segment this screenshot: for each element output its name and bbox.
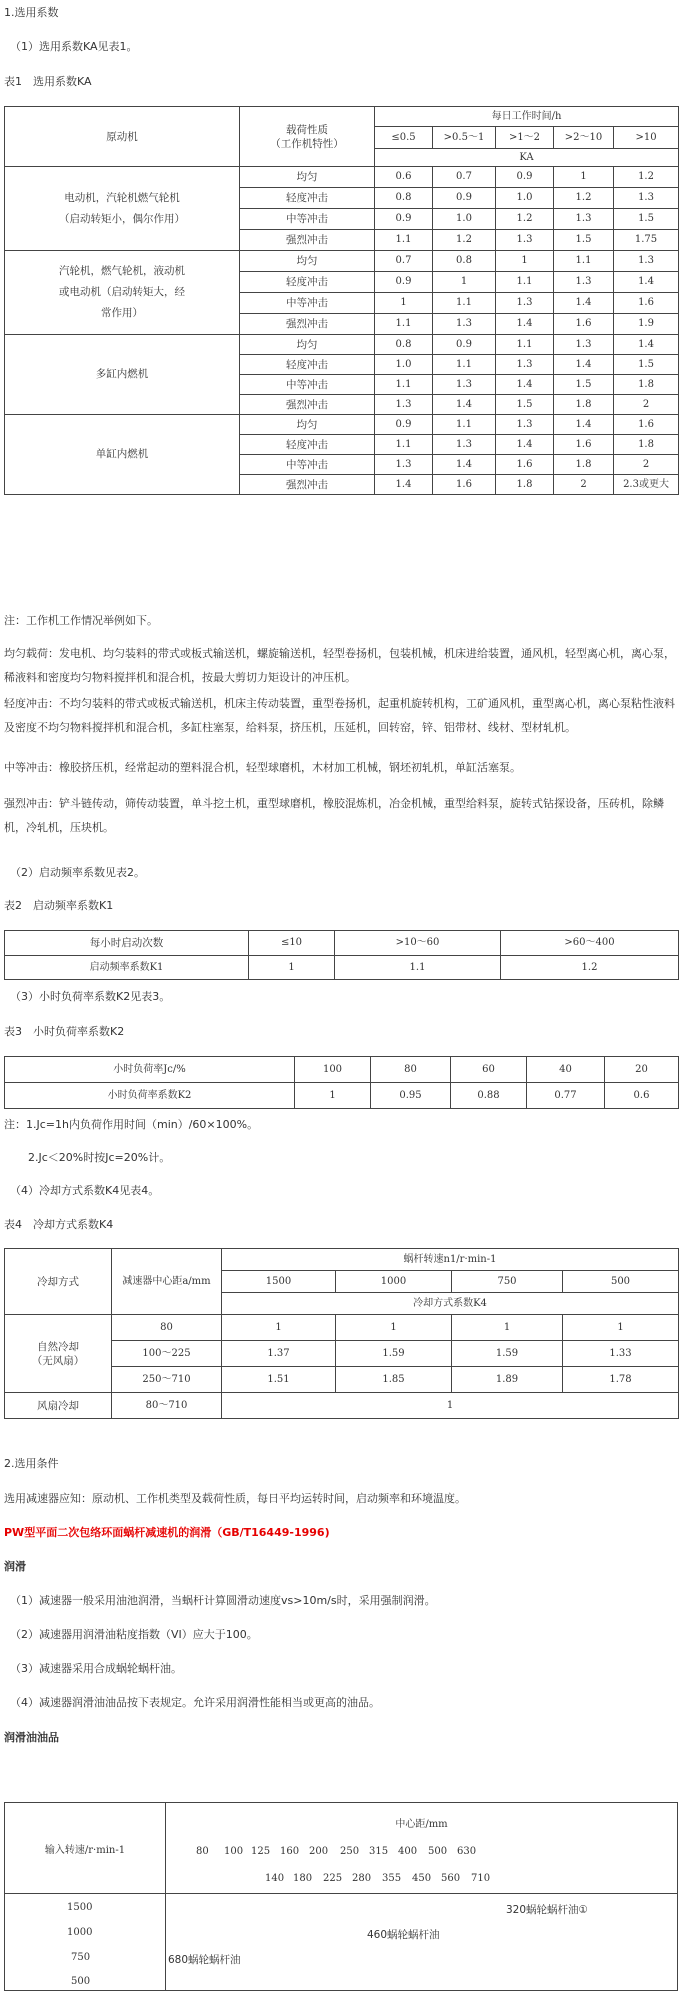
t1-ka-cell: 1.1 (496, 272, 554, 293)
t1-prime-mover: 电动机，汽轮机燃气轮机 （启动转矩小，偶尔作用） (5, 167, 240, 251)
t3-cell: 0.88 (451, 1083, 527, 1109)
t1-ka-cell: 1.4 (614, 335, 679, 355)
t4-cell: 1 (563, 1315, 679, 1341)
t1-hour-col: >1～2 (496, 127, 554, 149)
t1-ka-cell: 1.8 (496, 475, 554, 495)
t1-header-ka: KA (375, 149, 679, 167)
t5-center-b: 180 (293, 1873, 313, 1884)
t1-prime-mover: 汽轮机，燃气轮机，液动机 或电动机（启动转矩大，经 常作用） (5, 251, 240, 335)
t5-center-b: 710 (471, 1873, 491, 1884)
t1-load-type: 强烈冲击 (240, 395, 375, 415)
t4-fan: 风扇冷却 (5, 1393, 112, 1419)
t1-ka-cell: 1.2 (614, 167, 679, 188)
t1-ka-cell: 1.6 (554, 435, 614, 455)
t1-ka-cell: 1.5 (554, 230, 614, 251)
lube-item4: （4）减速器润滑油油品按下表规定。允许采用润滑性能相当或更高的油品。 (10, 1696, 380, 1709)
t1-ka-cell: 1.1 (433, 415, 496, 435)
t1-ka-cell: 1.3 (614, 188, 679, 209)
t1-ka-cell: 2 (614, 395, 679, 415)
t1-ka-cell: 1.3 (375, 455, 433, 475)
lube-title: 润滑 (4, 1560, 26, 1573)
t1-ka-cell: 1.1 (375, 230, 433, 251)
t5-center-a: 125 (251, 1846, 271, 1857)
t1-ka-cell: 1.5 (496, 395, 554, 415)
t1-load-type: 均匀 (240, 415, 375, 435)
t3-cell: 0.6 (605, 1083, 679, 1109)
t1-ka-cell: 1.1 (375, 435, 433, 455)
t1-hour-col: >2～10 (554, 127, 614, 149)
t1-load-type: 轻度冲击 (240, 435, 375, 455)
t1-ka-cell: 1.3 (433, 375, 496, 395)
t1-load-type: 强烈冲击 (240, 314, 375, 335)
t1-ka-cell: 1.4 (496, 314, 554, 335)
t4-dist: 250～710 (112, 1367, 222, 1393)
t1-ka-cell: 1.8 (614, 435, 679, 455)
t1-ka-cell: 1.1 (375, 375, 433, 395)
t1-ka-cell: 1.2 (496, 209, 554, 230)
t1-ka-cell: 1.3 (433, 435, 496, 455)
t1-ka-cell: 1.4 (554, 415, 614, 435)
t4-speed: 500 (563, 1271, 679, 1293)
t4-cell: 1 (222, 1315, 336, 1341)
t1-load-type: 强烈冲击 (240, 230, 375, 251)
t2-col: ≤10 (249, 931, 335, 956)
light-impact-text: 轻度冲击：不均匀装料的带式或板式输送机，机床主传动装置，重型卷扬机，起重机旋转机构，工矿通风机，重型离心机，离心泵粘性液料及密度不均匀物料搅拌机和混合机，多缸柱塞泵，给料泵，挤压机，压延机，回转窑，锌、铝带材、线材、型材轧机。 (4, 697, 675, 734)
t4-header-speed: 蜗杆转速n1/r·min-1 (222, 1249, 679, 1271)
t5-center-a: 160 (280, 1846, 300, 1857)
t1-ka-cell: 0.9 (375, 272, 433, 293)
t3-row-label: 小时负荷率系数K2 (5, 1083, 295, 1109)
t2-col: >10～60 (335, 931, 501, 956)
t3-col: 100 (295, 1057, 371, 1083)
t1-load-type: 均匀 (240, 167, 375, 188)
t5-oil-460: 460蜗轮蜗杆油 (367, 1929, 440, 1941)
t5-header-speed: 输入转速/r·min-1 (5, 1803, 166, 1894)
t1-ka-cell: 1.1 (554, 251, 614, 272)
t3-cell: 0.95 (371, 1083, 451, 1109)
t1-ka-cell: 1.6 (614, 293, 679, 314)
t3-header: 小时负荷率Jc/% (5, 1057, 295, 1083)
t5-oil-680: 680蜗轮蜗杆油 (168, 1954, 241, 1966)
t1-ka-cell: 1.2 (433, 230, 496, 251)
t1-ka-cell: 1.6 (496, 455, 554, 475)
t1-ka-cell: 1.3 (496, 355, 554, 375)
t2-cell: 1.1 (335, 956, 501, 980)
t5-center-b: 355 (382, 1873, 402, 1884)
t1-load-type: 强烈冲击 (240, 475, 375, 495)
t1-ka-cell: 1.8 (554, 395, 614, 415)
t1-ka-cell: 0.8 (433, 251, 496, 272)
t5-speed: 750 (71, 1952, 91, 1963)
t1-header-prime: 原动机 (5, 107, 240, 167)
t1-ka-cell: 0.9 (375, 209, 433, 230)
t1-ka-cell: 1.1 (496, 335, 554, 355)
t1-ka-cell: 0.9 (375, 415, 433, 435)
t1-ka-cell: 1.8 (554, 455, 614, 475)
lube-item2: （2）减速器用润滑油粘度指数（VI）应大于100。 (10, 1628, 258, 1641)
t1-header-load: 载荷性质 （工作机特性） (240, 107, 375, 167)
note3a: 注：1.Jc=1h内负荷作用时间（min）/60×100%。 (4, 1118, 259, 1131)
table4-k4 (4, 1248, 679, 1419)
t1-ka-cell: 1.3 (496, 415, 554, 435)
t1-ka-cell: 0.9 (496, 167, 554, 188)
table4-caption: 表4 冷却方式系数K4 (4, 1218, 114, 1231)
t4-fan-dist: 80～710 (112, 1393, 222, 1419)
t2-header: 每小时启动次数 (5, 931, 249, 956)
t5-header-center: 中心距/mm (395, 1819, 448, 1830)
t1-ka-cell: 0.6 (375, 167, 433, 188)
t2-row-label: 启动频率系数K1 (5, 956, 249, 980)
t1-ka-cell: 1.4 (554, 293, 614, 314)
section2-text: 选用减速器应知：原动机、工作机类型及载荷性质，每日平均运转时间，启动频率和环境温度。 (4, 1492, 466, 1505)
t5-row-b (166, 1873, 677, 1887)
t1-ka-cell: 1.6 (614, 415, 679, 435)
t5-speed: 1500 (67, 1902, 93, 1913)
t4-fan-val: 1 (222, 1393, 679, 1419)
t1-ka-cell: 0.8 (375, 188, 433, 209)
lubrication-heading: PW型平面二次包络环面蜗杆减速机的润滑（GB/T16449-1996) (4, 1526, 330, 1539)
t5-center-a: 100 (224, 1846, 244, 1857)
t1-ka-cell: 1.8 (614, 375, 679, 395)
t4-dist: 100～225 (112, 1341, 222, 1367)
t5-center-b: 450 (412, 1873, 432, 1884)
t3-col: 60 (451, 1057, 527, 1083)
t1-ka-cell: 1.0 (496, 188, 554, 209)
t1-ka-cell: 0.8 (375, 335, 433, 355)
t1-load-type: 中等冲击 (240, 209, 375, 230)
t1-ka-cell: 1.5 (614, 355, 679, 375)
t5-center-b: 560 (441, 1873, 461, 1884)
t5-center-a: 200 (309, 1846, 329, 1857)
t1-ka-cell: 1.0 (433, 209, 496, 230)
t3-cell: 1 (295, 1083, 371, 1109)
medium-impact-text: 中等冲击：橡胶挤压机，经常起动的塑料混合机，轻型球磨机，木材加工机械，钢坯初轧机，单缸活塞泵。 (4, 761, 521, 774)
t3-col: 80 (371, 1057, 451, 1083)
t1-ka-cell: 2 (614, 455, 679, 475)
t1-ka-cell: 1.4 (433, 455, 496, 475)
t1-ka-cell: 1.3 (375, 395, 433, 415)
t1-load-type: 中等冲击 (240, 375, 375, 395)
t3-col: 40 (527, 1057, 605, 1083)
t1-load-type: 均匀 (240, 251, 375, 272)
t1-ka-cell: 1 (375, 293, 433, 314)
table5-oil (4, 1802, 678, 1991)
t1-ka-cell: 1.1 (433, 293, 496, 314)
t1-ka-cell: 1.4 (496, 435, 554, 455)
t1-load-type: 轻度冲击 (240, 188, 375, 209)
t1-load-type: 中等冲击 (240, 455, 375, 475)
t5-center-a: 80 (196, 1846, 209, 1857)
t5-center-a: 400 (398, 1846, 418, 1857)
t5-center-a: 315 (369, 1846, 389, 1857)
t5-center-b: 225 (323, 1873, 343, 1884)
t1-prime-mover: 单缸内燃机 (5, 415, 240, 495)
oil-title: 润滑油油品 (4, 1731, 59, 1744)
table1-caption: 表1 选用系数KA (4, 75, 92, 88)
t1-ka-cell: 0.7 (375, 251, 433, 272)
t1-load-type: 轻度冲击 (240, 272, 375, 293)
t4-cell: 1.89 (452, 1367, 563, 1393)
t1-ka-cell: 0.9 (433, 335, 496, 355)
t1-ka-cell: 1.4 (554, 355, 614, 375)
section2-title: 2.选用条件 (4, 1457, 59, 1470)
t1-hour-col: >10 (614, 127, 679, 149)
t5-oil-320: 320蜗轮蜗杆油① (506, 1904, 588, 1916)
t4-header-dist: 减速器中心距a/mm (112, 1249, 222, 1315)
t4-speed: 1500 (222, 1271, 336, 1293)
t1-ka-cell: 1.6 (554, 314, 614, 335)
t4-header-k4: 冷却方式系数K4 (222, 1293, 679, 1315)
strong-impact-text: 强烈冲击：铲斗链传动，筛传动装置，单斗挖土机，重型球磨机，橡胶混炼机，冶金机械，重型给料泵，旋转式钻探设备，压砖机，除鳞机，冷轧机，压块机。 (4, 797, 664, 834)
t1-ka-cell: 1.3 (496, 293, 554, 314)
t4-cell: 1.59 (336, 1341, 452, 1367)
t4-cell: 1.33 (563, 1341, 679, 1367)
item3: （3）小时负荷率系数K2见表3。 (10, 990, 171, 1003)
t5-center-b: 280 (352, 1873, 372, 1884)
t1-ka-cell: 1 (554, 167, 614, 188)
note3b: 2.Jc＜20%时按Jc=20%计。 (28, 1151, 171, 1164)
t1-load-type: 中等冲击 (240, 293, 375, 314)
t1-load-type: 轻度冲击 (240, 355, 375, 375)
t5-speed-col (5, 1894, 166, 1990)
t4-dist: 80 (112, 1315, 222, 1341)
t1-prime-mover: 多缸内燃机 (5, 335, 240, 415)
t1-ka-cell: 1.3 (554, 209, 614, 230)
t1-ka-cell: 1.1 (433, 355, 496, 375)
t1-ka-cell: 1.3 (433, 314, 496, 335)
t5-header-center-block (166, 1803, 677, 1894)
t4-natural: 自然冷却 （无风扇） (5, 1315, 112, 1393)
t1-hour-col: ≤0.5 (375, 127, 433, 149)
t4-header-cool: 冷却方式 (5, 1249, 112, 1315)
section1-title: 1.选用系数 (4, 6, 59, 19)
t1-ka-cell: 1.3 (554, 272, 614, 293)
t1-hour-col: >0.5～1 (433, 127, 496, 149)
note1: 注：工作机工作情况举例如下。 (4, 614, 158, 627)
item4: （4）冷却方式系数K4见表4。 (10, 1184, 160, 1197)
t1-ka-cell: 1.6 (433, 475, 496, 495)
table2-k1 (4, 930, 679, 980)
table3-caption: 表3 小时负荷率系数K2 (4, 1025, 125, 1038)
t5-speed: 1000 (67, 1927, 93, 1938)
t3-cell: 0.77 (527, 1083, 605, 1109)
t4-cell: 1 (452, 1315, 563, 1341)
t1-ka-cell: 1.4 (496, 375, 554, 395)
t4-cell: 1.37 (222, 1341, 336, 1367)
t4-cell: 1.85 (336, 1367, 452, 1393)
t1-ka-cell: 0.7 (433, 167, 496, 188)
t1-ka-cell: 1.4 (433, 395, 496, 415)
t4-cell: 1.59 (452, 1341, 563, 1367)
t1-ka-cell: 1.4 (375, 475, 433, 495)
t5-center-a: 630 (457, 1846, 477, 1857)
t2-cell: 1 (249, 956, 335, 980)
table1-ka (4, 106, 679, 495)
t1-load-type: 均匀 (240, 335, 375, 355)
t1-ka-cell: 1.75 (614, 230, 679, 251)
t5-center-b: 140 (265, 1873, 285, 1884)
t1-header-hours: 每日工作时间/h (375, 107, 679, 127)
t4-cell: 1.51 (222, 1367, 336, 1393)
t4-cell: 1 (336, 1315, 452, 1341)
even-load-text: 均匀载荷：发电机、均匀装料的带式或板式输送机，螺旋输送机，轻型卷扬机，包装机械，机床进给装置，通风机，轻型离心机，离心泵，稀液料和密度均匀物料搅拌机和混合机，按最大剪切力矩设计的冲压机。 (4, 647, 675, 684)
t1-ka-cell: 1 (433, 272, 496, 293)
t1-ka-cell: 1.3 (614, 251, 679, 272)
item2: （2）启动频率系数见表2。 (10, 866, 145, 879)
t1-ka-cell: 1.3 (554, 335, 614, 355)
t5-row-a (166, 1846, 677, 1860)
t1-ka-cell: 0.9 (433, 188, 496, 209)
section1-item1: （1）选用系数KA见表1。 (10, 40, 138, 53)
t4-speed: 750 (452, 1271, 563, 1293)
t5-center-a: 250 (340, 1846, 360, 1857)
t4-cell: 1.78 (563, 1367, 679, 1393)
lube-item1: （1）减速器一般采用油池润滑，当蜗杆计算圆滑动速度vs>10m/s时，采用强制润滑。 (10, 1594, 436, 1607)
t3-col: 20 (605, 1057, 679, 1083)
t1-ka-cell: 1.1 (375, 314, 433, 335)
t1-ka-cell: 1.2 (554, 188, 614, 209)
t1-ka-cell: 1 (496, 251, 554, 272)
t5-center-a: 500 (428, 1846, 448, 1857)
t1-ka-cell: 1.0 (375, 355, 433, 375)
t1-ka-cell: 1.5 (554, 375, 614, 395)
t2-col: >60～400 (501, 931, 679, 956)
t1-ka-cell: 2.3或更大 (614, 475, 679, 495)
lube-item3: （3）减速器采用合成蜗轮蜗杆油。 (10, 1662, 182, 1675)
table2-caption: 表2 启动频率系数K1 (4, 899, 114, 912)
t1-ka-cell: 1.3 (496, 230, 554, 251)
table3-k2 (4, 1056, 679, 1109)
t1-ka-cell: 1.5 (614, 209, 679, 230)
t1-ka-cell: 2 (554, 475, 614, 495)
t1-ka-cell: 1.9 (614, 314, 679, 335)
t5-speed: 500 (71, 1976, 91, 1987)
t2-cell: 1.2 (501, 956, 679, 980)
t4-speed: 1000 (336, 1271, 452, 1293)
t1-ka-cell: 1.4 (614, 272, 679, 293)
